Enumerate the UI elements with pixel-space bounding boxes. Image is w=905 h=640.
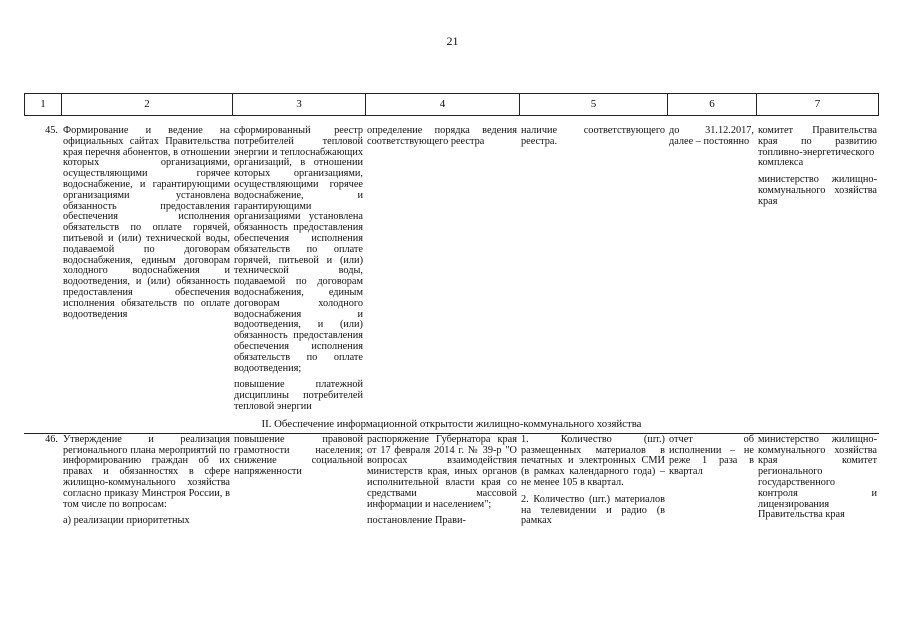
cell-text: министерство жилищно-коммунального хозяйства края — [758, 174, 877, 207]
deadline-cell — [667, 126, 756, 413]
cell-text: до 31.12.2017, далее – постоянно — [669, 125, 754, 147]
column-header: 5 — [519, 94, 667, 115]
cell-text: 1. Количество (шт.) размещенных материалов в печатных и электронных СМИ (в рамках календарного года) – не менее 105 в квартал. — [521, 433, 665, 488]
cell-text: определение порядка ведения соответствующего реестра — [367, 125, 517, 147]
cell-text: сформированный реестр потребителей тепловой энергии и теплоснабжающих организаций, в отношении которых организациями, осуществляющими горячее водоснабжение, и гарантирующими организациями установлена обязанность предоставления обеспечения исполнения обязательств по оплате горячей, питьевой и (или) технической воды, подаваемой по договорам водоснабжения, единым договорам холодного водоснабжения и водоотведения, и (или) обязанность предоставления обеспечения исполнения обязательств по оплате водоотведения; — [234, 125, 363, 374]
expected-result-cell — [232, 435, 365, 527]
document-type-cell — [365, 435, 519, 527]
cell-text: комитет Правительства края по развитию топливно-энергетического комплекса — [758, 125, 877, 169]
table-row — [24, 126, 879, 413]
page-number: 21 — [446, 34, 459, 48]
indicator-cell — [519, 435, 667, 527]
measure-name-cell — [61, 126, 232, 413]
cell-text: 2. Количество (шт.) материалов на телевидении и радио (в рамках — [521, 493, 665, 527]
document-type-cell — [365, 126, 519, 413]
cell-text: постановление Прави- — [367, 515, 466, 527]
expected-result-cell — [232, 126, 365, 413]
cell-text: а) реализации приоритетных — [63, 515, 190, 527]
section-heading: II. Обеспечение информационной открытости жилищно-коммунального хозяйства — [24, 415, 879, 434]
cell-text: распоряжение Губернатора края от 17 февраля 2014 г. № 39-р "О вопросах взаимодействия министерств края, иных органов исполнительной власти края со средствами массовой информации и населением"; — [367, 433, 517, 510]
measure-name-cell — [61, 435, 232, 527]
column-header: 3 — [232, 94, 365, 115]
cell-text: Утверждение и реализация регионального плана мероприятий по информированию граждан об их правах и обязанностях в сфере жилищно-коммунального хозяйства согласно приказу Минстроя России, в том числе по вопросам: — [63, 433, 230, 510]
cell-text: Формирование и ведение на официальных сайтах Правительства края перечня абонентов, в отношении которых организациями, осуществляющими горячее водоснабжение, и гарантирующими организациями установлена обязанность предоставления обеспечения исполнения обязательств по оплате горячей, питьевой и (или) технической воды, подаваемой по договорам водоснабжения, единым договорам холодного водоснабжения и водоотведения, и (или) обязанность предоставления обеспечения исполнения обязательств по оплате водоотведения — [63, 125, 230, 320]
row-number: 46. — [45, 433, 58, 445]
table-row — [24, 435, 879, 527]
table-header-row — [24, 93, 879, 116]
indicator-cell — [519, 126, 667, 413]
cell-text: наличие соответствующего реестра. — [521, 125, 665, 147]
column-header: 6 — [667, 94, 756, 115]
row-number: 45. — [45, 125, 58, 136]
cell-text: повышение правовой грамотности населения; снижение социальной напряженности — [234, 433, 363, 478]
deadline-cell — [667, 435, 756, 527]
cell-text: повышение платежной дисциплины потребителей тепловой энергии — [234, 379, 363, 412]
responsible-cell — [756, 126, 879, 413]
column-header: 1 — [24, 94, 61, 115]
responsible-cell — [756, 435, 879, 527]
cell-text: отчет об исполнении – не реже 1 раза в квартал — [669, 433, 754, 478]
column-header: 2 — [61, 94, 232, 115]
measures-table — [24, 93, 879, 527]
cell-text: министерство жилищно-коммунального хозяйства края комитет регионального государственного контроля и лицензирования Правительства края — [758, 433, 877, 521]
column-header: 7 — [756, 94, 879, 115]
column-header: 4 — [365, 94, 519, 115]
